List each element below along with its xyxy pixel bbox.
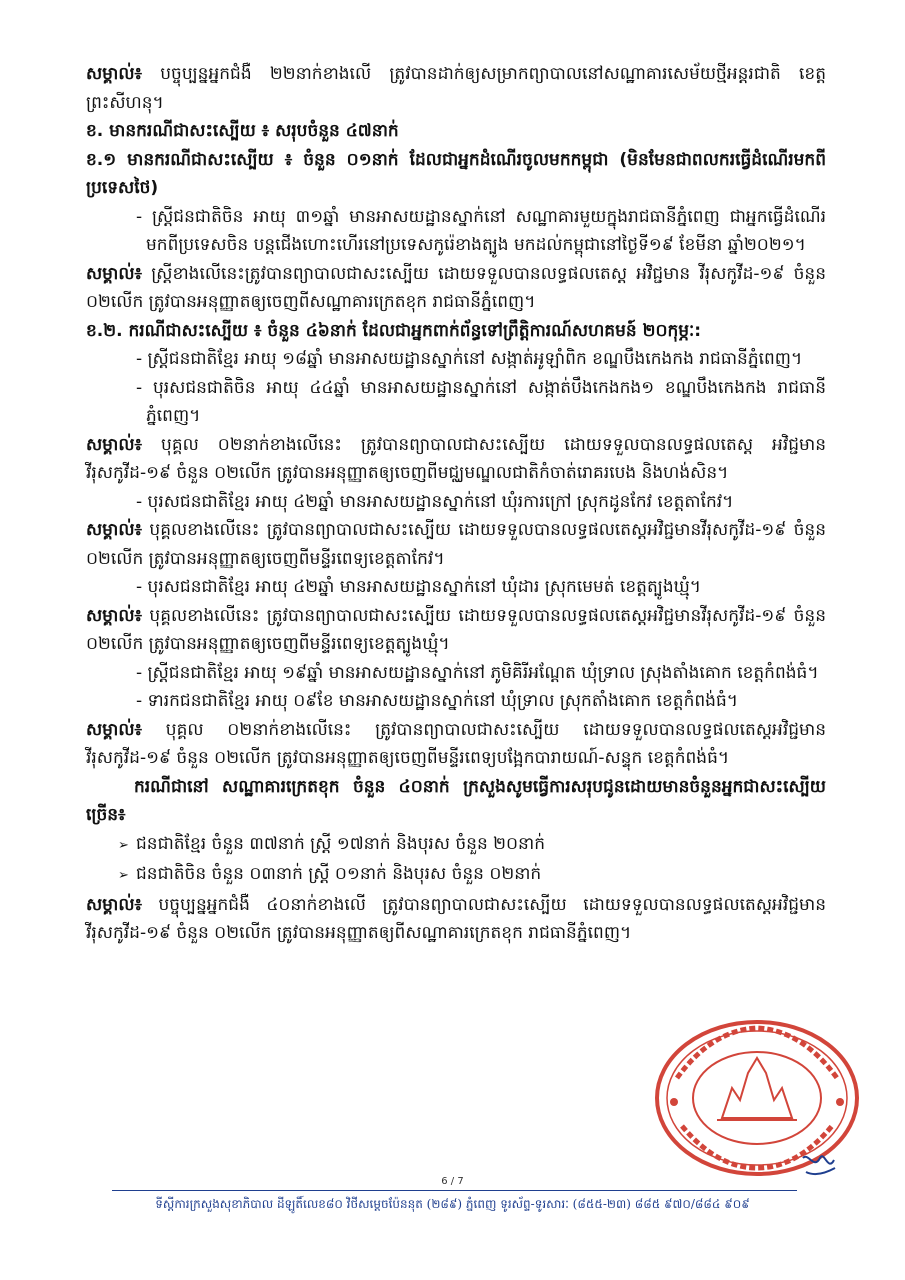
summary-item-chinese <box>86 860 826 891</box>
note-text: បុគ្គលខាងលើនេះ ត្រូវបានព្យាបាលជាសះស្បើយ ដោយទទួលបានលទ្ធផលតេស្តអវិជ្ជមានវីរុសកូវីដ-១៩ ចំនួន ០២លើក ត្រូវបានអនុញ្ញាតឲ្យចេញពីមន្ទីរពេទ្យខេត្តតាកែវ។ <box>86 520 826 569</box>
note-text: បច្ចុប្បន្នអ្នកជំងឺ ២២នាក់ខាងលើ ត្រូវបានដាក់ឲ្យសម្រាកព្យាបាលនៅសណ្ឋាគារសេម័យថ្មីអន្តរជាតិ ខេត្តព្រះសីហនុ។ <box>86 64 826 113</box>
case-item: - ទារកជនជាតិខ្មែរ អាយុ ០៩ខែ មានអាសយដ្ឋានស្នាក់នៅ ឃុំទ្រាល ស្រុកតាំងគោក ខេត្តកំពង់ធំ។ <box>136 691 738 711</box>
case-item: - ស្ត្រីជនជាតិចិន អាយុ ៣១ឆ្នាំ មានអាសយដ្ឋានស្នាក់នៅ សណ្ឋាគារមួយក្នុងរាជធានីភ្នំពេញ ជាអ្នកធ្វើដំណើរមកពីប្រទេសចិន បន្តជើងហោះហើរនៅប្រទេសកូរ៉េខាងត្បូង មកដល់កម្ពុជានៅថ្ងៃទី១៩ ខែមីនា ឆ្នាំ២០២១។ <box>136 206 826 255</box>
note-text: បុគ្គល ០២នាក់ខាងលើនេះ ត្រូវបានព្យាបាលជាសះស្បើយ ដោយទទួលបានលទ្ធផលតេស្ត អវិជ្ជមានវីរុសកូវីដ-១៩ ចំនួន ០២លើក ត្រូវបានអនុញ្ញាតឲ្យចេញពីមជ្ឈមណ្ឌលជាតិកំចាត់រោគរបេង និងហង់សិន។ <box>86 434 826 483</box>
case-item: - បុរសជនជាតិចិន អាយុ ៤៤ឆ្នាំ មានអាសយដ្ឋានស្នាក់នៅ សង្កាត់បឹងកេងកង១ ខណ្ឌបឹងកេងកង រាជធានីភ្នំពេញ។ <box>136 377 826 426</box>
note-text: បច្ចុប្បន្នអ្នកជំងឺ ៤០នាក់ខាងលើ ត្រូវបានព្យាបាលជាសះស្បើយ ដោយទទួលបានលទ្ធផលតេស្តអវិជ្ជមានវីរុសកូវីដ-១៩ ចំនួន ០២លើក ត្រូវបានអនុញ្ញាតឲ្យពីសណ្ឋាគារក្រេតខុក រាជធានីភ្នំពេញ។ <box>86 894 826 943</box>
note-paragraph-6 <box>86 716 826 773</box>
case-item: - បុរសជនជាតិខ្មែរ អាយុ ៤២ឆ្នាំ មានអាសយដ្ឋានស្នាក់នៅ ឃុំរការក្រៅ ស្រុកដូនកែវ ខេត្តតាកែវ។ <box>136 491 734 512</box>
note-label: សម្គាល់៖ <box>86 434 143 455</box>
note-paragraph-7 <box>86 891 826 948</box>
note-paragraph-4 <box>86 516 826 573</box>
case-item: - បុរសជនជាតិខ្មែរ អាយុ ៤២ឆ្នាំ មានអាសយដ្ឋានស្នាក់នៅ ឃុំដារ ស្រុកមេមត់ ខេត្តត្បូងឃ្មុំ។ <box>136 577 702 597</box>
note-text: ស្ត្រីខាងលើនេះត្រូវបានព្យាបាលជាសះស្បើយ ដោយទទួលបានលទ្ធផលតេស្ត អវិជ្ជមាន វីរុសកូវីដ-១៩ ចំនួន ០២លើក ត្រូវបានអនុញ្ញាតឲ្យចេញពីសណ្ឋាគារក្រេតខុក រាជធានីភ្នំពេញ។ <box>86 263 826 312</box>
page-number: 6 / 7 <box>441 1176 464 1187</box>
note-label: សម្គាល់៖ <box>86 894 143 915</box>
note-label: សម្គាល់៖ <box>86 263 143 284</box>
footer-divider <box>112 1190 797 1191</box>
signature-icon <box>800 1150 838 1178</box>
summary-item-khmer <box>86 830 826 861</box>
section-heading-b2: ខ.២. ករណីជាសះស្បើយ ៖ ចំនួន ៤៦នាក់ ដែលជាអ្នកពាក់ព័ន្ធទៅព្រឹត្តិការណ៍សហគមន៍ ២០កុម្ភៈ: <box>86 320 702 341</box>
note-label: សម្គាល់៖ <box>86 719 143 740</box>
note-label: សម្គាល់៖ <box>86 605 143 626</box>
summary-item-text: ជនជាតិខ្មែរ ចំនួន ៣៧នាក់ ស្ត្រី ១៧នាក់ និងបុរស ចំនួន ២០នាក់ <box>136 833 546 854</box>
note-label: សម្គាល់៖ <box>86 520 143 540</box>
arrow-icon: ➢ <box>118 868 129 883</box>
note-paragraph-2 <box>86 260 826 317</box>
note-text: បុគ្គល ០២នាក់ខាងលើនេះ ត្រូវបានព្យាបាលជាសះស្បើយ ដោយទទួលបានលទ្ធផលតេស្តអវិជ្ជមានវីរុសកូវីដ-១៩ ចំនួន ០២លើក ត្រូវបានអនុញ្ញាតឲ្យចេញពីមន្ទីរពេទ្យបង្អែកបារាយណ៍-សន្ទុក ខេត្តកំពង់ធំ។ <box>86 719 826 768</box>
note-text: បុគ្គលខាងលើនេះ ត្រូវបានព្យាបាលជាសះស្បើយ ដោយទទួលបានលទ្ធផលតេស្តអវិជ្ជមានវីរុសកូវីដ-១៩ ចំនួន ០២លើក ត្រូវបានអនុញ្ញាតឲ្យចេញពីមន្ទីរពេទ្យខេត្តត្បូងឃ្មុំ។ <box>86 605 826 654</box>
arrow-icon: ➢ <box>118 837 129 853</box>
document-body <box>86 60 826 948</box>
section-heading-b: ខ. មានករណីជាសះស្បើយ ៖ សរុបចំនួន ៤៧នាក់ <box>86 121 399 141</box>
summary-item-text: ជនជាតិចិន ចំនួន ០៣នាក់ ស្ត្រី ០១នាក់ និងបុរស ចំនួន ០២នាក់ <box>136 864 542 884</box>
case-item: - ស្ត្រីជនជាតិខ្មែរ អាយុ ១៩ឆ្នាំ មានអាសយដ្ឋានស្នាក់នៅ ភូមិគិរីអណ្តែត ឃុំទ្រាល ស្រុងតាំងគោក ខេត្តកំពង់ធំ។ <box>136 662 819 683</box>
case-item: - ស្ត្រីជនជាតិខ្មែរ អាយុ ១៨ឆ្នាំ មានអាសយដ្ឋានស្នាក់នៅ សង្កាត់អូឡាំពិក ខណ្ឌបឹងកេងកង រាជធានីភ្នំពេញ។ <box>136 349 803 369</box>
note-label: សម្គាល់៖ <box>86 64 143 84</box>
summary-heading: ករណីជានៅ សណ្ឋាគារក្រេតខុក ចំនួន ៤០នាក់ ក្រសួងសូមធ្វើការសរុបជូនដោយមានចំនួនអ្នកជាសះស្បើយច្រើន៖ <box>86 776 826 825</box>
section-heading-b1: ខ.១ មានករណីជាសះស្បើយ ៖ ចំនួន ០១នាក់ ដែលជាអ្នកដំណើរចូលមកកម្ពុជា (មិនមែនជាពលករធ្វើដំណើរមកពីប្រទេសថៃ) <box>86 149 826 198</box>
note-paragraph-1 <box>86 60 826 117</box>
note-paragraph-3 <box>86 431 826 488</box>
note-paragraph-5 <box>86 602 826 659</box>
footer-address: ទីស្តីការក្រសួងសុខាភិបាល ដីឡូតិ៍លេខ៨០ វិថីសម្តេចប៉ែននុត (២៨៩) ភ្នំពេញ ទូរស័ព្ទ-ទូរសារៈ (៨៥៥-២៣) ៨៨៥ ៩៧០/៨៨៤ ៩០៩ <box>155 1197 750 1211</box>
